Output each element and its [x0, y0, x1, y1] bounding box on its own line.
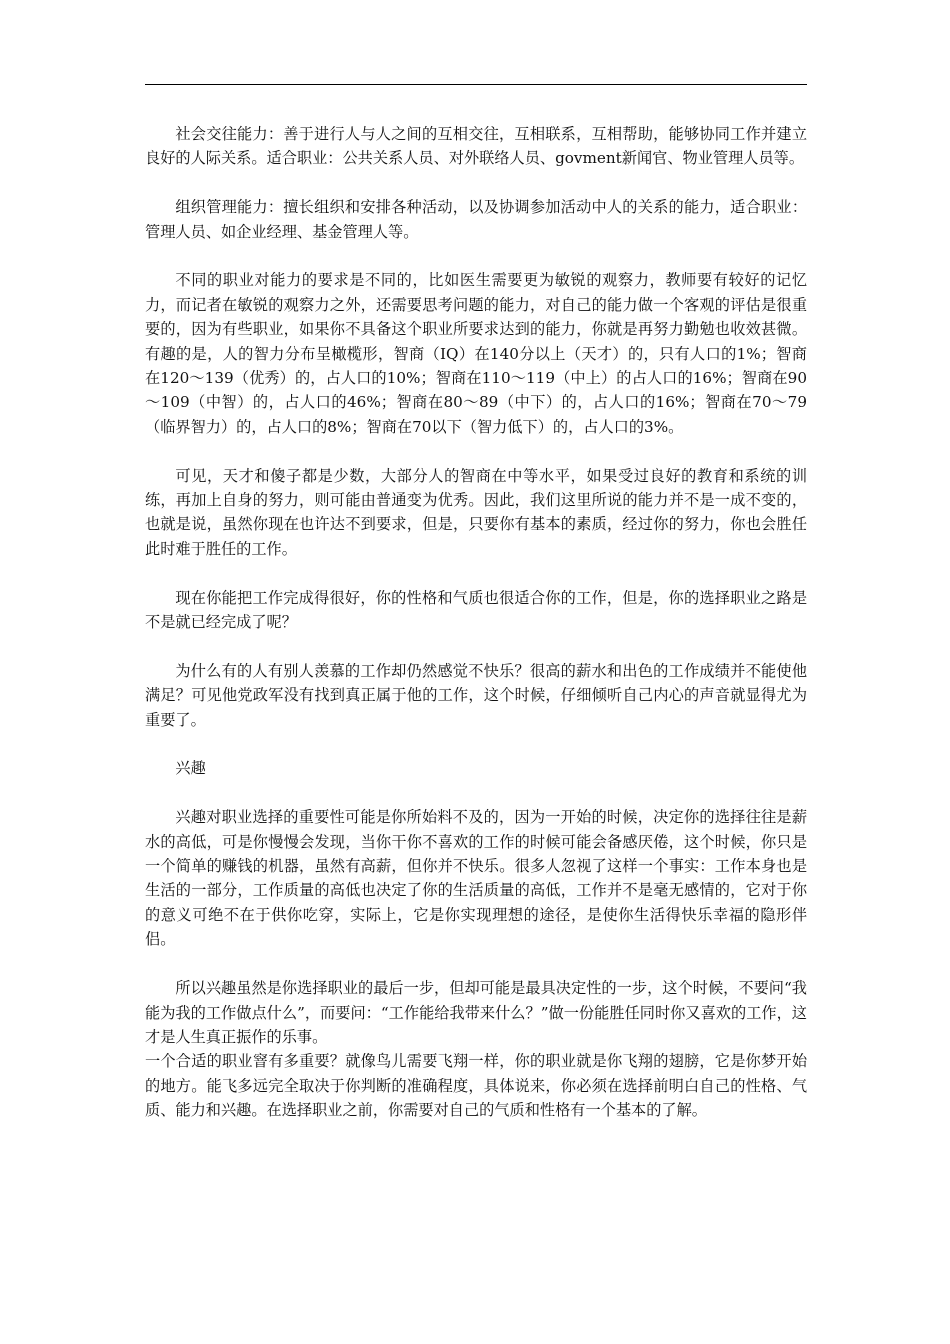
header-rule	[145, 84, 807, 85]
paragraph-interest-decisive: 所以兴趣虽然是你选择职业的最后一步，但却可能是最具决定性的一步，这个时候，不要问“我能为我的工作做点什么”，而要问：“工作能给我带来什么？”做一份能胜任同时你又喜欢的工作，这才是人生真正振作的乐事。	[145, 979, 807, 1046]
paragraph-career-path-question: 现在你能把工作完成得很好，你的性格和气质也很适合你的工作，但是，你的选择职业之路是不是就已经完成了呢？	[145, 588, 807, 632]
document-body	[145, 122, 807, 1123]
paragraph-social-ability: 社会交往能力：善于进行人与人之间的互相交往，互相联系，互相帮助，能够协同工作并建立良好的人际关系。适合职业：公共关系人员、对外联络人员、govment新闻官、物业管理人员等。	[145, 125, 807, 168]
paragraph-management-ability: 组织管理能力：擅长组织和安排各种活动，以及协调参加活动中人的关系的能力，适合职业：管理人员、如企业经理、基金管理人等。	[145, 198, 807, 241]
paragraph-closing: 一个合适的职业窨有多重要？就像鸟儿需要飞翔一样，你的职业就是你飞翔的翅膀，它是你梦开始的地方。能飞多远完全取决于你判断的准确程度，具体说来，你必须在选择前明白自己的性格、气质、能力和兴趣。在选择职业之前，你需要对自己的气质和性格有一个基本的了解。	[145, 1052, 807, 1120]
paragraph-genius-and-average: 可见，天才和傻子都是少数，大部分人的智商在中等水平，如果受过良好的教育和系统的训练，再加上自身的努力，则可能由普通变为优秀。因此，我们这里所说的能力并不是一成不变的，也就是说，虽然你现在也许达不到要求，但是，只要你有基本的素质，经过你的努力，你也会胜任此时难于胜任的工作。	[145, 466, 807, 558]
section-heading-interest: 兴趣	[175, 759, 206, 778]
paragraph-unhappy-work: 为什么有的人有别人羡慕的工作却仍然感觉不快乐？很高的薪水和出色的工作成绩并不能使他满足？可见他党政军没有找到真正属于他的工作，这个时候，仔细倾听自己内心的声音就显得尤为重要了。	[145, 661, 807, 729]
paragraph-ability-requirements: 不同的职业对能力的要求是不同的，比如医生需要更为敏锐的观察力，教师要有较好的记忆力，而记者在敏锐的观察力之外，还需要思考问题的能力，对自己的能力做一个客观的评估是很重要的，因为有些职业，如果你不具备这个职业所要求达到的能力，你就是再努力勤勉也收效甚微。有趣的是，人的智力分布呈橄榄形，智商（IQ）在140分以上（天才）的，只有人口的1%；智商在120～139（优秀）的，占人口的10%；智商在110～119（中上）的占人口的16%；智商在90～109（中智）的，占人口的46%；智商在80～89（中下）的，占人口的16%；智商在70～79（临界智力）的，占人口的8%；智商在70以下（智力低下）的，占人口的3%。	[145, 271, 807, 436]
paragraph-interest-importance: 兴趣对职业选择的重要性可能是你所始料不及的，因为一开始的时候，决定你的选择往往是薪水的高低，可是你慢慢会发现，当你干你不喜欢的工作的时候可能会备感厌倦，这个时候，你只是一个简单的赚钱的机器，虽然有高薪，但你并不快乐。很多人忽视了这样一个事实：工作本身也是生活的一部分，工作质量的高低也决定了你的生活质量的高低，工作并不是毫无感情的，它对于你的意义可绝不在于供你吃穿，实际上，它是你实现理想的途径，是使你生活得快乐幸福的隐形伴侣。	[145, 808, 807, 949]
